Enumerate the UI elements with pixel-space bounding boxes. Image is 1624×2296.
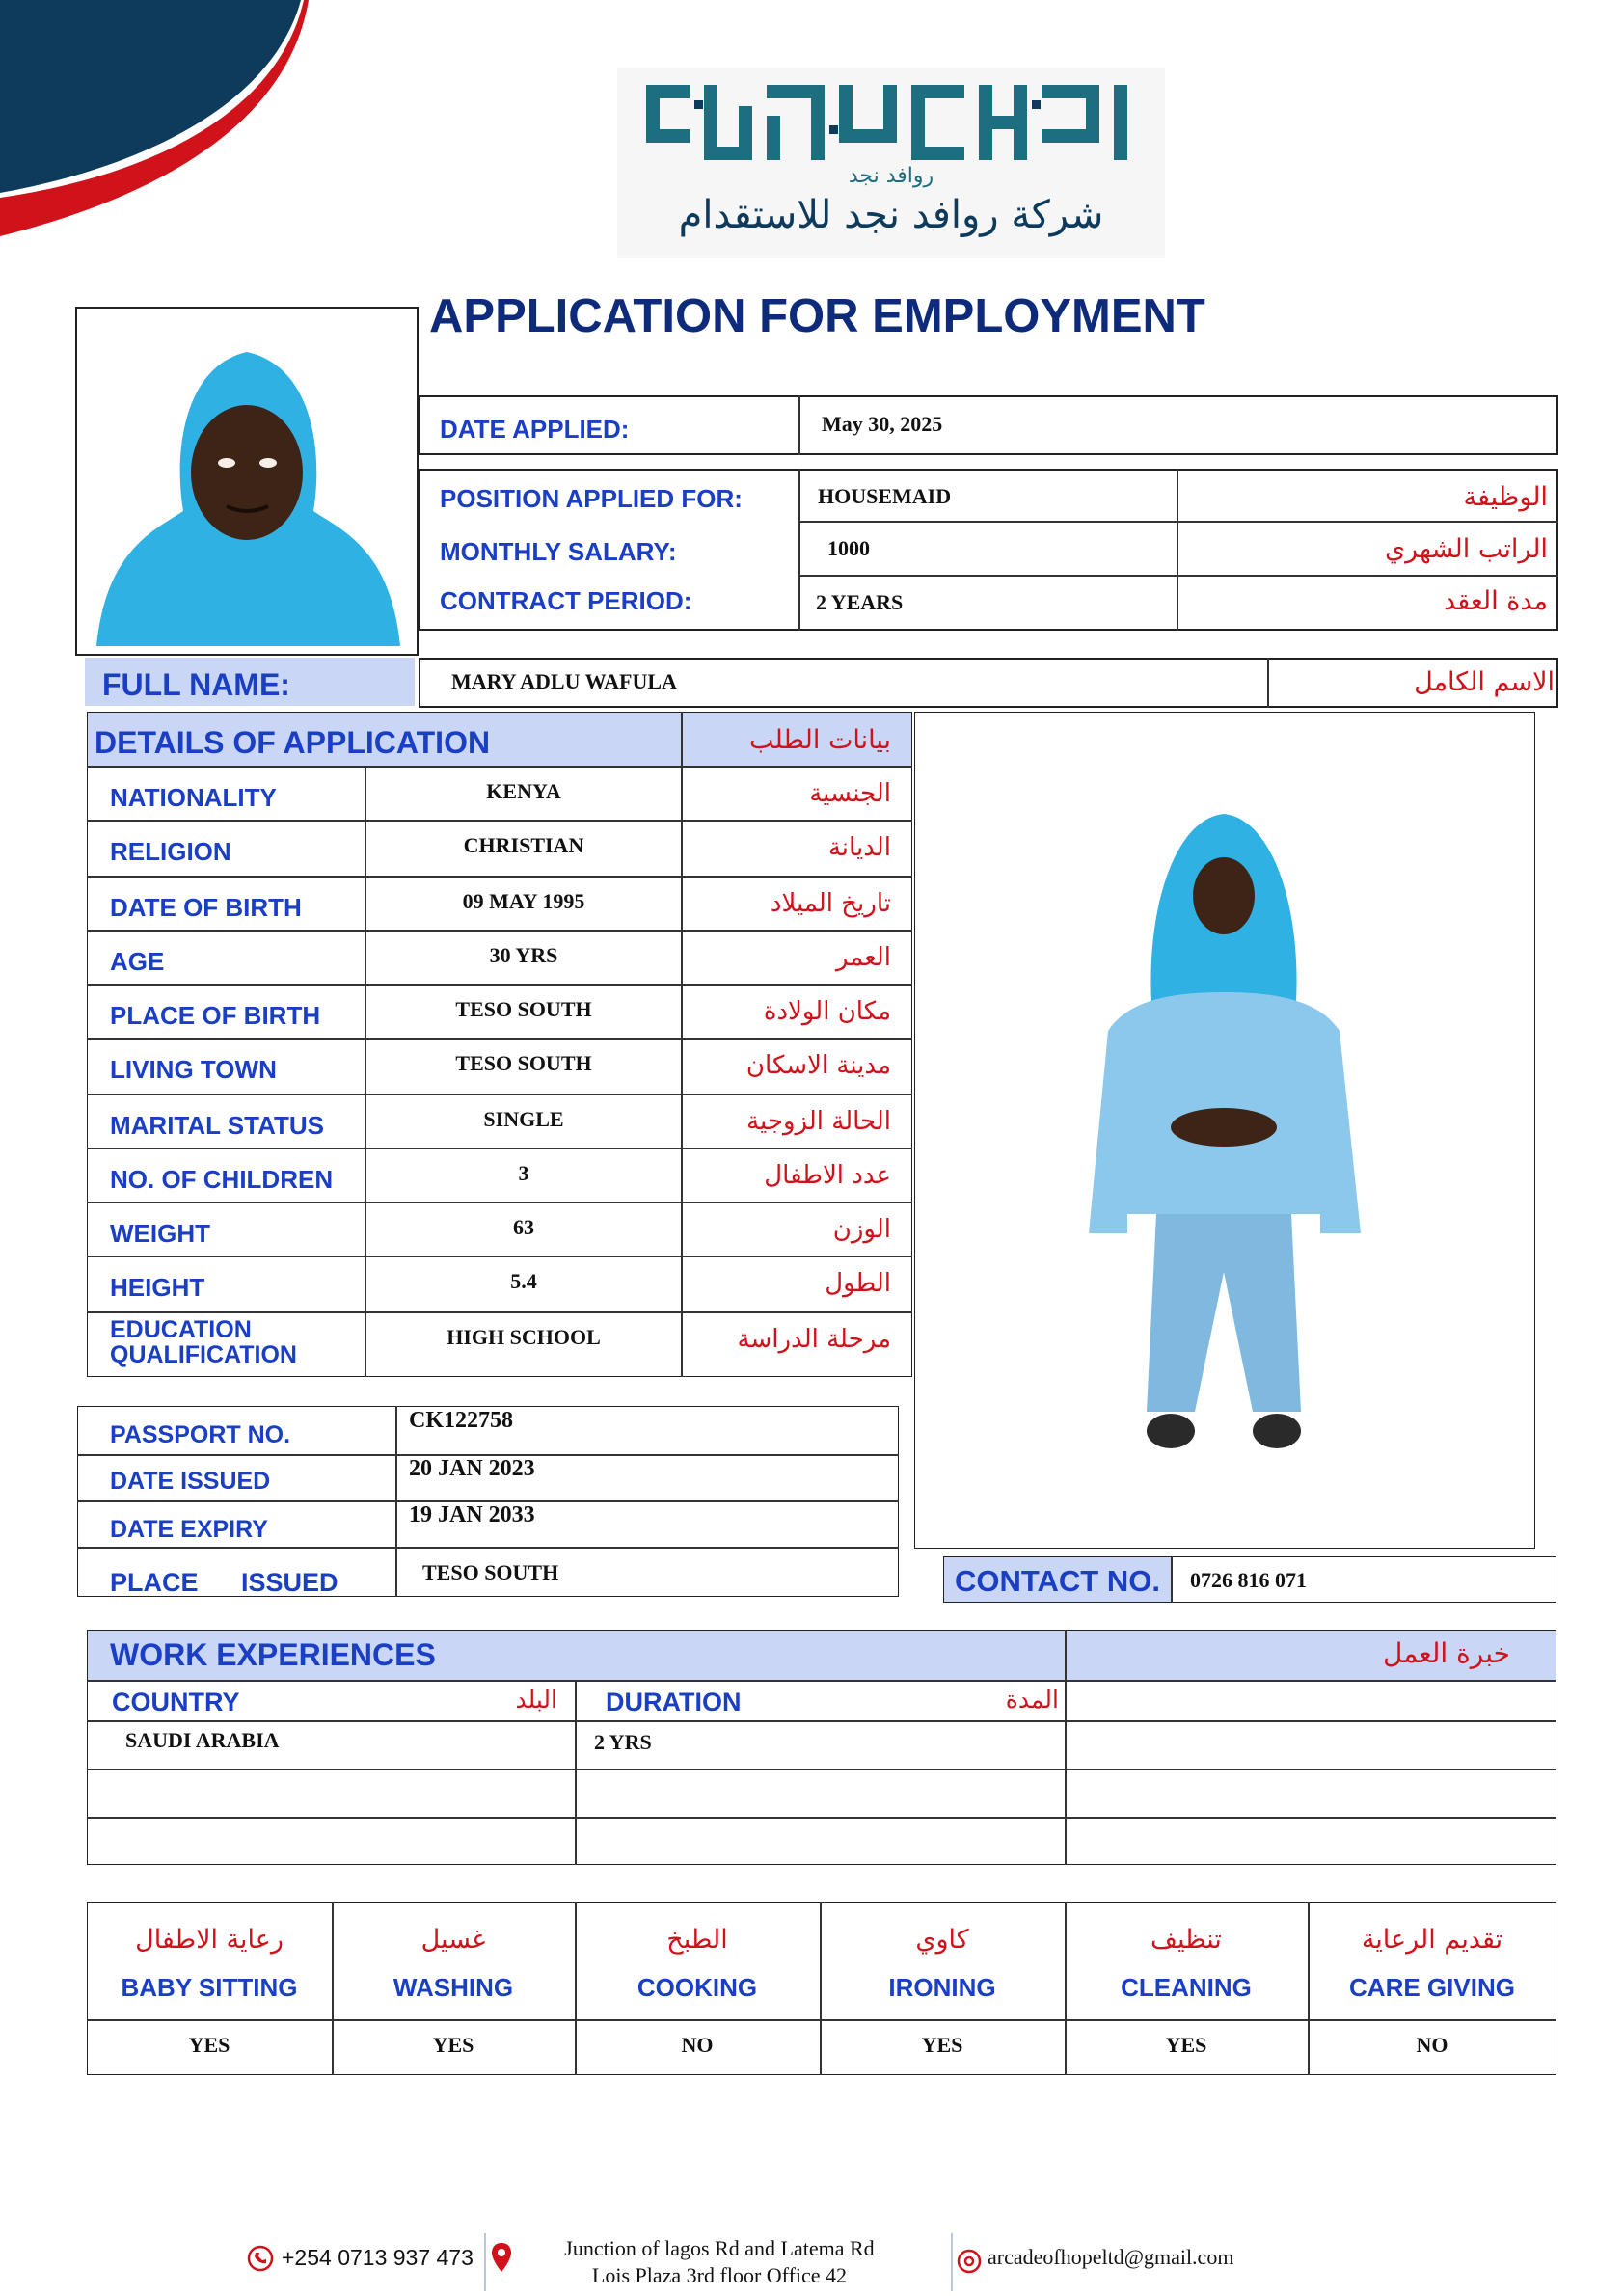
- contract-arabic: مدة العقد: [1444, 586, 1548, 616]
- date-applied-value: May 30, 2025: [822, 412, 943, 436]
- detail-arabic: الطول: [825, 1269, 891, 1298]
- skill-label: BABY SITTING: [121, 1973, 298, 2002]
- skill-arabic: رعاية الاطفال: [135, 1925, 284, 1955]
- detail-value: KENYA: [486, 779, 561, 803]
- detail-arabic: الحالة الزوجية: [746, 1107, 891, 1136]
- address-line-1: Junction of lagos Rd and Latema Rd: [564, 2236, 875, 2260]
- passport-number-value: CK122758: [409, 1408, 513, 1433]
- detail-value: 3: [518, 1161, 529, 1185]
- detail-arabic: مكان الولادة: [763, 997, 891, 1026]
- detail-value: 09 MAY 1995: [462, 889, 585, 913]
- work-row-duration: 2 YRS: [594, 1730, 652, 1754]
- detail-label: RELIGION: [110, 837, 231, 866]
- full-body-icon: [915, 713, 1532, 1546]
- details-heading-arabic: بيانات الطلب: [749, 725, 891, 755]
- skill-value: NO: [681, 2033, 714, 2057]
- address-line-2: Lois Plaza 3rd floor Office 42: [591, 2263, 848, 2287]
- detail-arabic: الوزن: [832, 1215, 891, 1244]
- full-body-photo: [914, 712, 1535, 1549]
- logo-subtitle: شركة روافد نجد للاستقدام: [678, 193, 1104, 237]
- detail-label: LIVING TOWN: [110, 1055, 277, 1084]
- email-icon: [957, 2249, 982, 2279]
- footer-address: [527, 2235, 912, 2289]
- skill-arabic: غسيل: [420, 1925, 486, 1955]
- contract-value: 2 YEARS: [816, 590, 904, 614]
- position-arabic: الوظيفة: [1463, 482, 1548, 512]
- contact-value: 0726 816 071: [1190, 1568, 1307, 1592]
- skill-arabic: تقديم الرعاية: [1361, 1925, 1503, 1955]
- place-issued-value: TESO SOUTH: [422, 1560, 559, 1584]
- salary-label: MONTHLY SALARY:: [440, 537, 677, 566]
- salary-value: 1000: [827, 536, 870, 560]
- detail-arabic: الديانة: [827, 833, 891, 862]
- corner-decoration: [0, 0, 309, 241]
- skill-label: COOKING: [636, 1973, 758, 2002]
- passport-number-label: PASSPORT NO.: [110, 1421, 291, 1448]
- skill-label: WASHING: [392, 1973, 514, 2002]
- place-issued-label-1: PLACE: [110, 1568, 199, 1597]
- date-issued-value: 20 JAN 2023: [409, 1456, 535, 1481]
- detail-arabic: مرحلة الدراسة: [737, 1325, 891, 1354]
- place-issued-label-2: ISSUED: [241, 1568, 338, 1597]
- date-applied-label: DATE APPLIED:: [440, 415, 630, 444]
- detail-value: HIGH SCHOOL: [447, 1325, 601, 1349]
- logo-arabic-name: روافد نجد: [848, 164, 934, 188]
- salary-arabic: الراتب الشهري: [1384, 534, 1548, 564]
- skill-label: IRONING: [888, 1973, 996, 2002]
- details-heading: DETAILS OF APPLICATION: [95, 725, 491, 760]
- position-value: HOUSEMAID: [818, 484, 952, 508]
- headshot-photo: [75, 307, 419, 656]
- detail-arabic: عدد الاطفال: [764, 1161, 891, 1190]
- date-expiry-value: 19 JAN 2033: [409, 1502, 535, 1527]
- detail-value: TESO SOUTH: [455, 997, 592, 1021]
- country-label: COUNTRY: [112, 1688, 240, 1716]
- detail-label: NATIONALITY: [110, 783, 277, 812]
- detail-label: WEIGHT: [110, 1219, 210, 1248]
- location-pin-icon: [490, 2241, 513, 2279]
- skill-value: YES: [432, 2033, 474, 2057]
- detail-value: 5.4: [510, 1269, 537, 1293]
- work-heading-arabic: خبرة العمل: [1383, 1637, 1510, 1669]
- date-expiry-label: DATE EXPIRY: [110, 1516, 268, 1543]
- detail-value: 63: [513, 1215, 534, 1239]
- headshot-icon: [77, 309, 417, 654]
- detail-label: PLACE OF BIRTH: [110, 1001, 321, 1030]
- company-logo: [617, 68, 1165, 258]
- skill-value: NO: [1416, 2033, 1448, 2057]
- skill-label: CARE GIVING: [1349, 1973, 1515, 2002]
- skill-arabic: كاوي: [915, 1925, 969, 1955]
- page-title: APPLICATION FOR EMPLOYMENT: [429, 290, 1205, 342]
- full-name-arabic: الاسم الكامل: [1414, 667, 1555, 697]
- contract-label: CONTRACT PERIOD:: [440, 586, 692, 615]
- work-row-country: SAUDI ARABIA: [125, 1728, 280, 1752]
- footer-phone: +254 0713 937 473: [282, 2245, 474, 2270]
- skill-label: CLEANING: [1121, 1973, 1252, 2002]
- skill-arabic: تنظيف: [1150, 1925, 1222, 1955]
- detail-arabic: الجنسية: [809, 779, 891, 808]
- country-arabic: البلد: [515, 1686, 557, 1714]
- skill-value: YES: [1165, 2033, 1207, 2057]
- phone-icon: [247, 2245, 274, 2277]
- duration-label: DURATION: [606, 1688, 742, 1716]
- detail-arabic: العمر: [835, 943, 891, 972]
- detail-label: EDUCATION QUALIFICATION: [110, 1316, 297, 1368]
- detail-arabic: تاريخ الميلاد: [770, 889, 891, 918]
- detail-label: NO. OF CHILDREN: [110, 1165, 334, 1194]
- skill-arabic: الطبخ: [666, 1925, 728, 1955]
- full-name-value: MARY ADLU WAFULA: [451, 669, 677, 693]
- full-name-label: FULL NAME:: [102, 667, 290, 702]
- contact-label: CONTACT NO.: [955, 1564, 1160, 1598]
- date-issued-label: DATE ISSUED: [110, 1468, 271, 1495]
- detail-value: 30 YRS: [489, 943, 558, 967]
- detail-value: CHRISTIAN: [463, 833, 584, 857]
- detail-value: SINGLE: [483, 1107, 564, 1131]
- work-heading: WORK EXPERIENCES: [110, 1637, 436, 1672]
- detail-value: TESO SOUTH: [455, 1051, 592, 1075]
- detail-label: HEIGHT: [110, 1273, 205, 1302]
- detail-label: MARITAL STATUS: [110, 1111, 324, 1140]
- detail-arabic: مدينة الاسكان: [745, 1051, 891, 1080]
- footer-email: arcadeofhopeltd@gmail.com: [988, 2245, 1234, 2269]
- position-label: POSITION APPLIED FOR:: [440, 484, 743, 513]
- skill-value: YES: [921, 2033, 963, 2057]
- detail-label: AGE: [110, 947, 165, 976]
- detail-label: DATE OF BIRTH: [110, 893, 302, 922]
- duration-arabic: المدة: [1005, 1686, 1059, 1714]
- skill-value: YES: [188, 2033, 230, 2057]
